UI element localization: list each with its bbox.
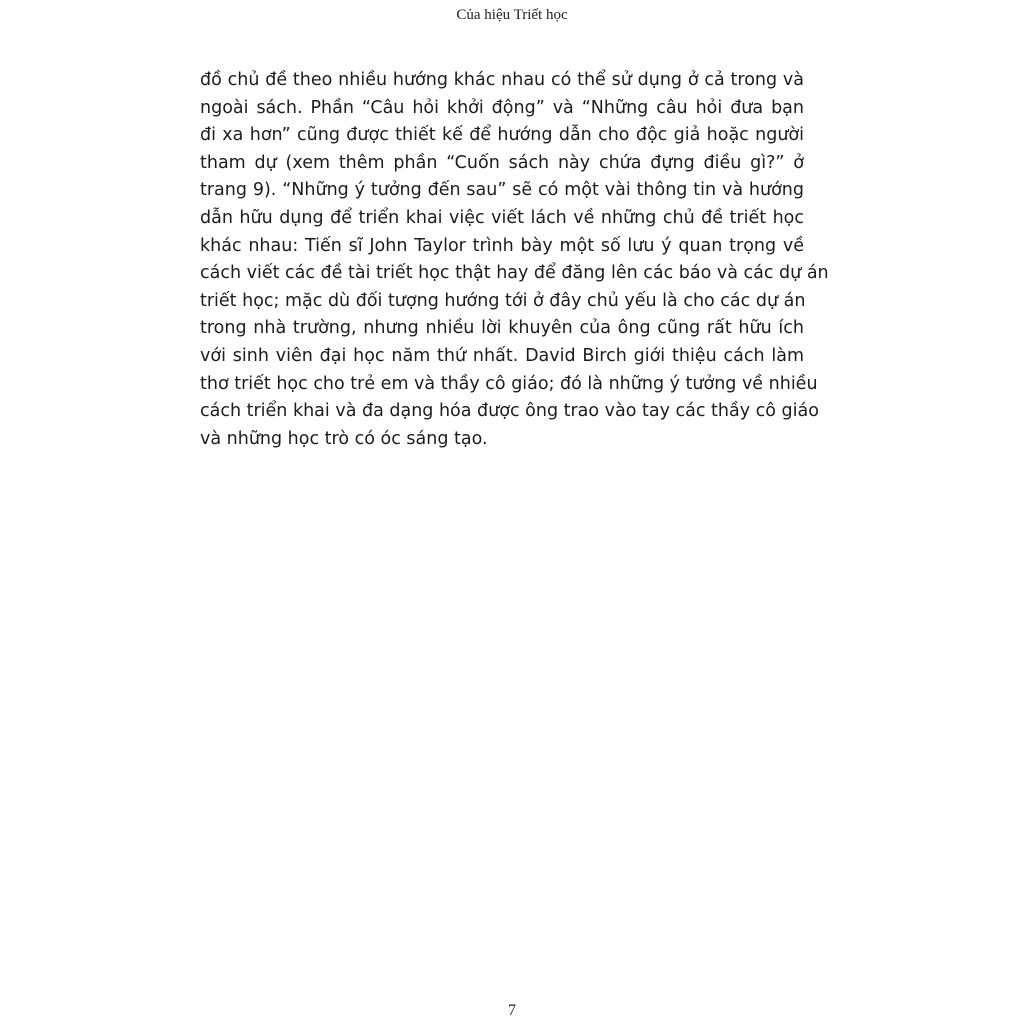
text-line: thơ triết học cho trẻ em và thầy cô giáo; đó là những ý tưởng về nhiều [200,373,818,394]
text-line: tham dự (xem thêm phần “Cuốn sách này chứa đựng điều gì?” ở [200,152,804,173]
text-line-last: và những học trò có óc sáng tạo. [200,428,488,449]
page-number: 7 [508,1002,516,1019]
text-line: ngoài sách. Phần “Câu hỏi khởi động” và “Những câu hỏi đưa bạn [200,97,804,118]
text-line: với sinh viên đại học năm thứ nhất. David Birch giới thiệu cách làm [200,345,804,366]
text-line: trang 9). “Những ý tưởng đến sau” sẽ có một vài thông tin và hướng [200,180,804,201]
text-line: khác nhau: Tiến sĩ John Taylor trình bày một số lưu ý quan trọng về [200,235,804,256]
text-line: đồ chủ đề theo nhiều hướng khác nhau có thể sử dụng ở cả trong và [200,70,804,90]
text-line: triết học; mặc dù đối tượng hướng tới ở đây chủ yếu là cho các dự án [200,290,806,311]
running-header: Của hiệu Triết học [456,7,568,23]
text-line: cách triển khai và đa dạng hóa được ông trao vào tay các thầy cô giáo [200,401,819,422]
text-line: đi xa hơn” cũng được thiết kế để hướng dẫn cho độc giả hoặc người [200,125,804,146]
text-line: trong nhà trường, nhưng nhiều lời khuyên của ông cũng rất hữu ích [200,318,804,339]
body-paragraph [200,67,829,453]
text-line: cách viết các đề tài triết học thật hay để đăng lên các báo và các dự án [200,263,829,284]
text-line: dẫn hữu dụng để triển khai việc viết lách về những chủ đề triết học [200,207,804,228]
